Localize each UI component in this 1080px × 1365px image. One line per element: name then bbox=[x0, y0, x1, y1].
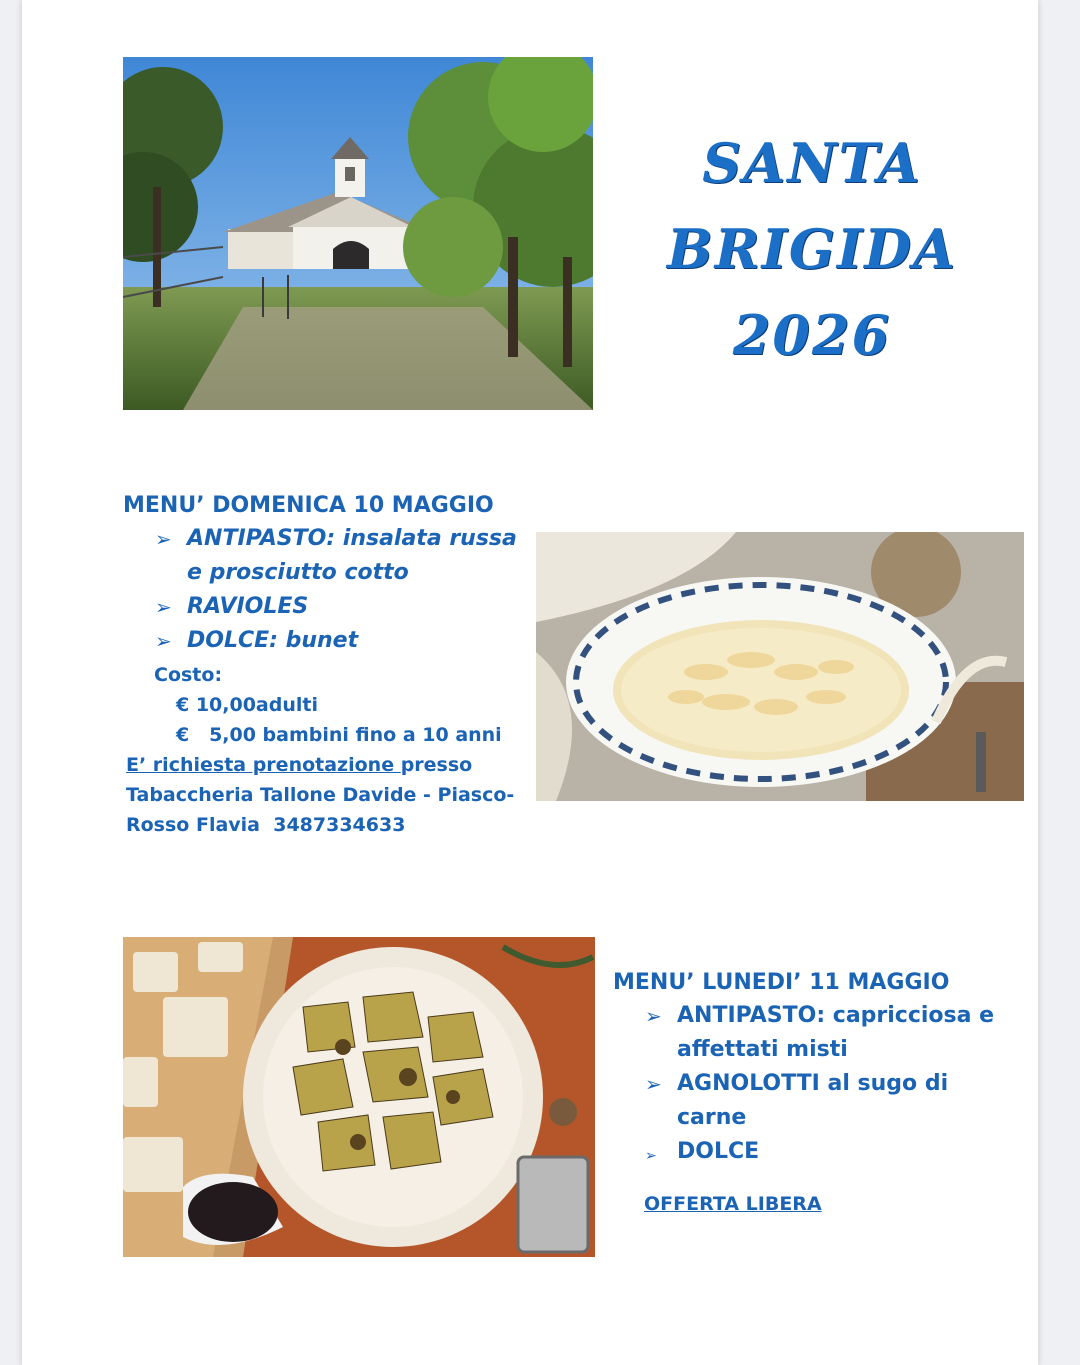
menu-monday bbox=[613, 970, 1003, 1219]
title-line-3: 2026 bbox=[732, 303, 892, 367]
event-title bbox=[662, 120, 962, 378]
booking-line-3: Rosso Flavia 3487334633 bbox=[126, 814, 406, 836]
menu-sunday-heading: MENU’ DOMENICA 10 MAGGIO bbox=[123, 493, 494, 518]
arrow-bullet-icon: ➢ bbox=[155, 527, 172, 551]
menu-monday-heading: MENU’ LUNEDI’ 11 MAGGIO bbox=[613, 970, 950, 995]
gnocchi-photo bbox=[536, 532, 1024, 801]
booking-link[interactable]: E’ richiesta prenotazione bbox=[126, 754, 401, 776]
list-item: ➢ ANTIPASTO: insalata russa e prosciutto cotto bbox=[155, 522, 518, 590]
list-item: ➢ DOLCE: bunet bbox=[155, 624, 518, 658]
arrow-bullet-icon: ➢ bbox=[155, 595, 172, 619]
arrow-bullet-icon: ➢ bbox=[645, 1072, 662, 1096]
arrow-bullet-icon: ➢ bbox=[645, 1004, 662, 1028]
menu-monday-list bbox=[645, 999, 1003, 1169]
ravioli-photo bbox=[123, 937, 595, 1257]
title-line-1: SANTA bbox=[702, 131, 922, 195]
list-item: ➢ AGNOLOTTI al sugo di carne bbox=[645, 1067, 1003, 1135]
price-children: € 5,00 bambini fino a 10 anni bbox=[176, 724, 502, 746]
list-item: ➢ DOLCE bbox=[645, 1135, 1003, 1169]
cost-label: Costo: bbox=[154, 664, 223, 686]
menu-sunday-list bbox=[155, 522, 518, 658]
price-adults: € 10,00adulti bbox=[176, 694, 318, 716]
offer-link[interactable]: OFFERTA LIBERA bbox=[644, 1193, 822, 1215]
church-photo bbox=[123, 57, 593, 410]
menu-sunday bbox=[123, 493, 518, 840]
booking-line-1: E’ richiesta prenotazione presso bbox=[126, 754, 473, 776]
document-page bbox=[22, 0, 1038, 1365]
booking-line-2: Tabaccheria Tallone Davide - Piasco- bbox=[126, 784, 515, 806]
arrow-bullet-icon: ➢ bbox=[645, 1148, 657, 1164]
list-item: ➢ ANTIPASTO: capricciosa e affettati misti bbox=[645, 999, 1003, 1067]
title-line-2: BRIGIDA bbox=[667, 217, 957, 281]
arrow-bullet-icon: ➢ bbox=[155, 629, 172, 653]
list-item: ➢ RAVIOLES bbox=[155, 590, 518, 624]
